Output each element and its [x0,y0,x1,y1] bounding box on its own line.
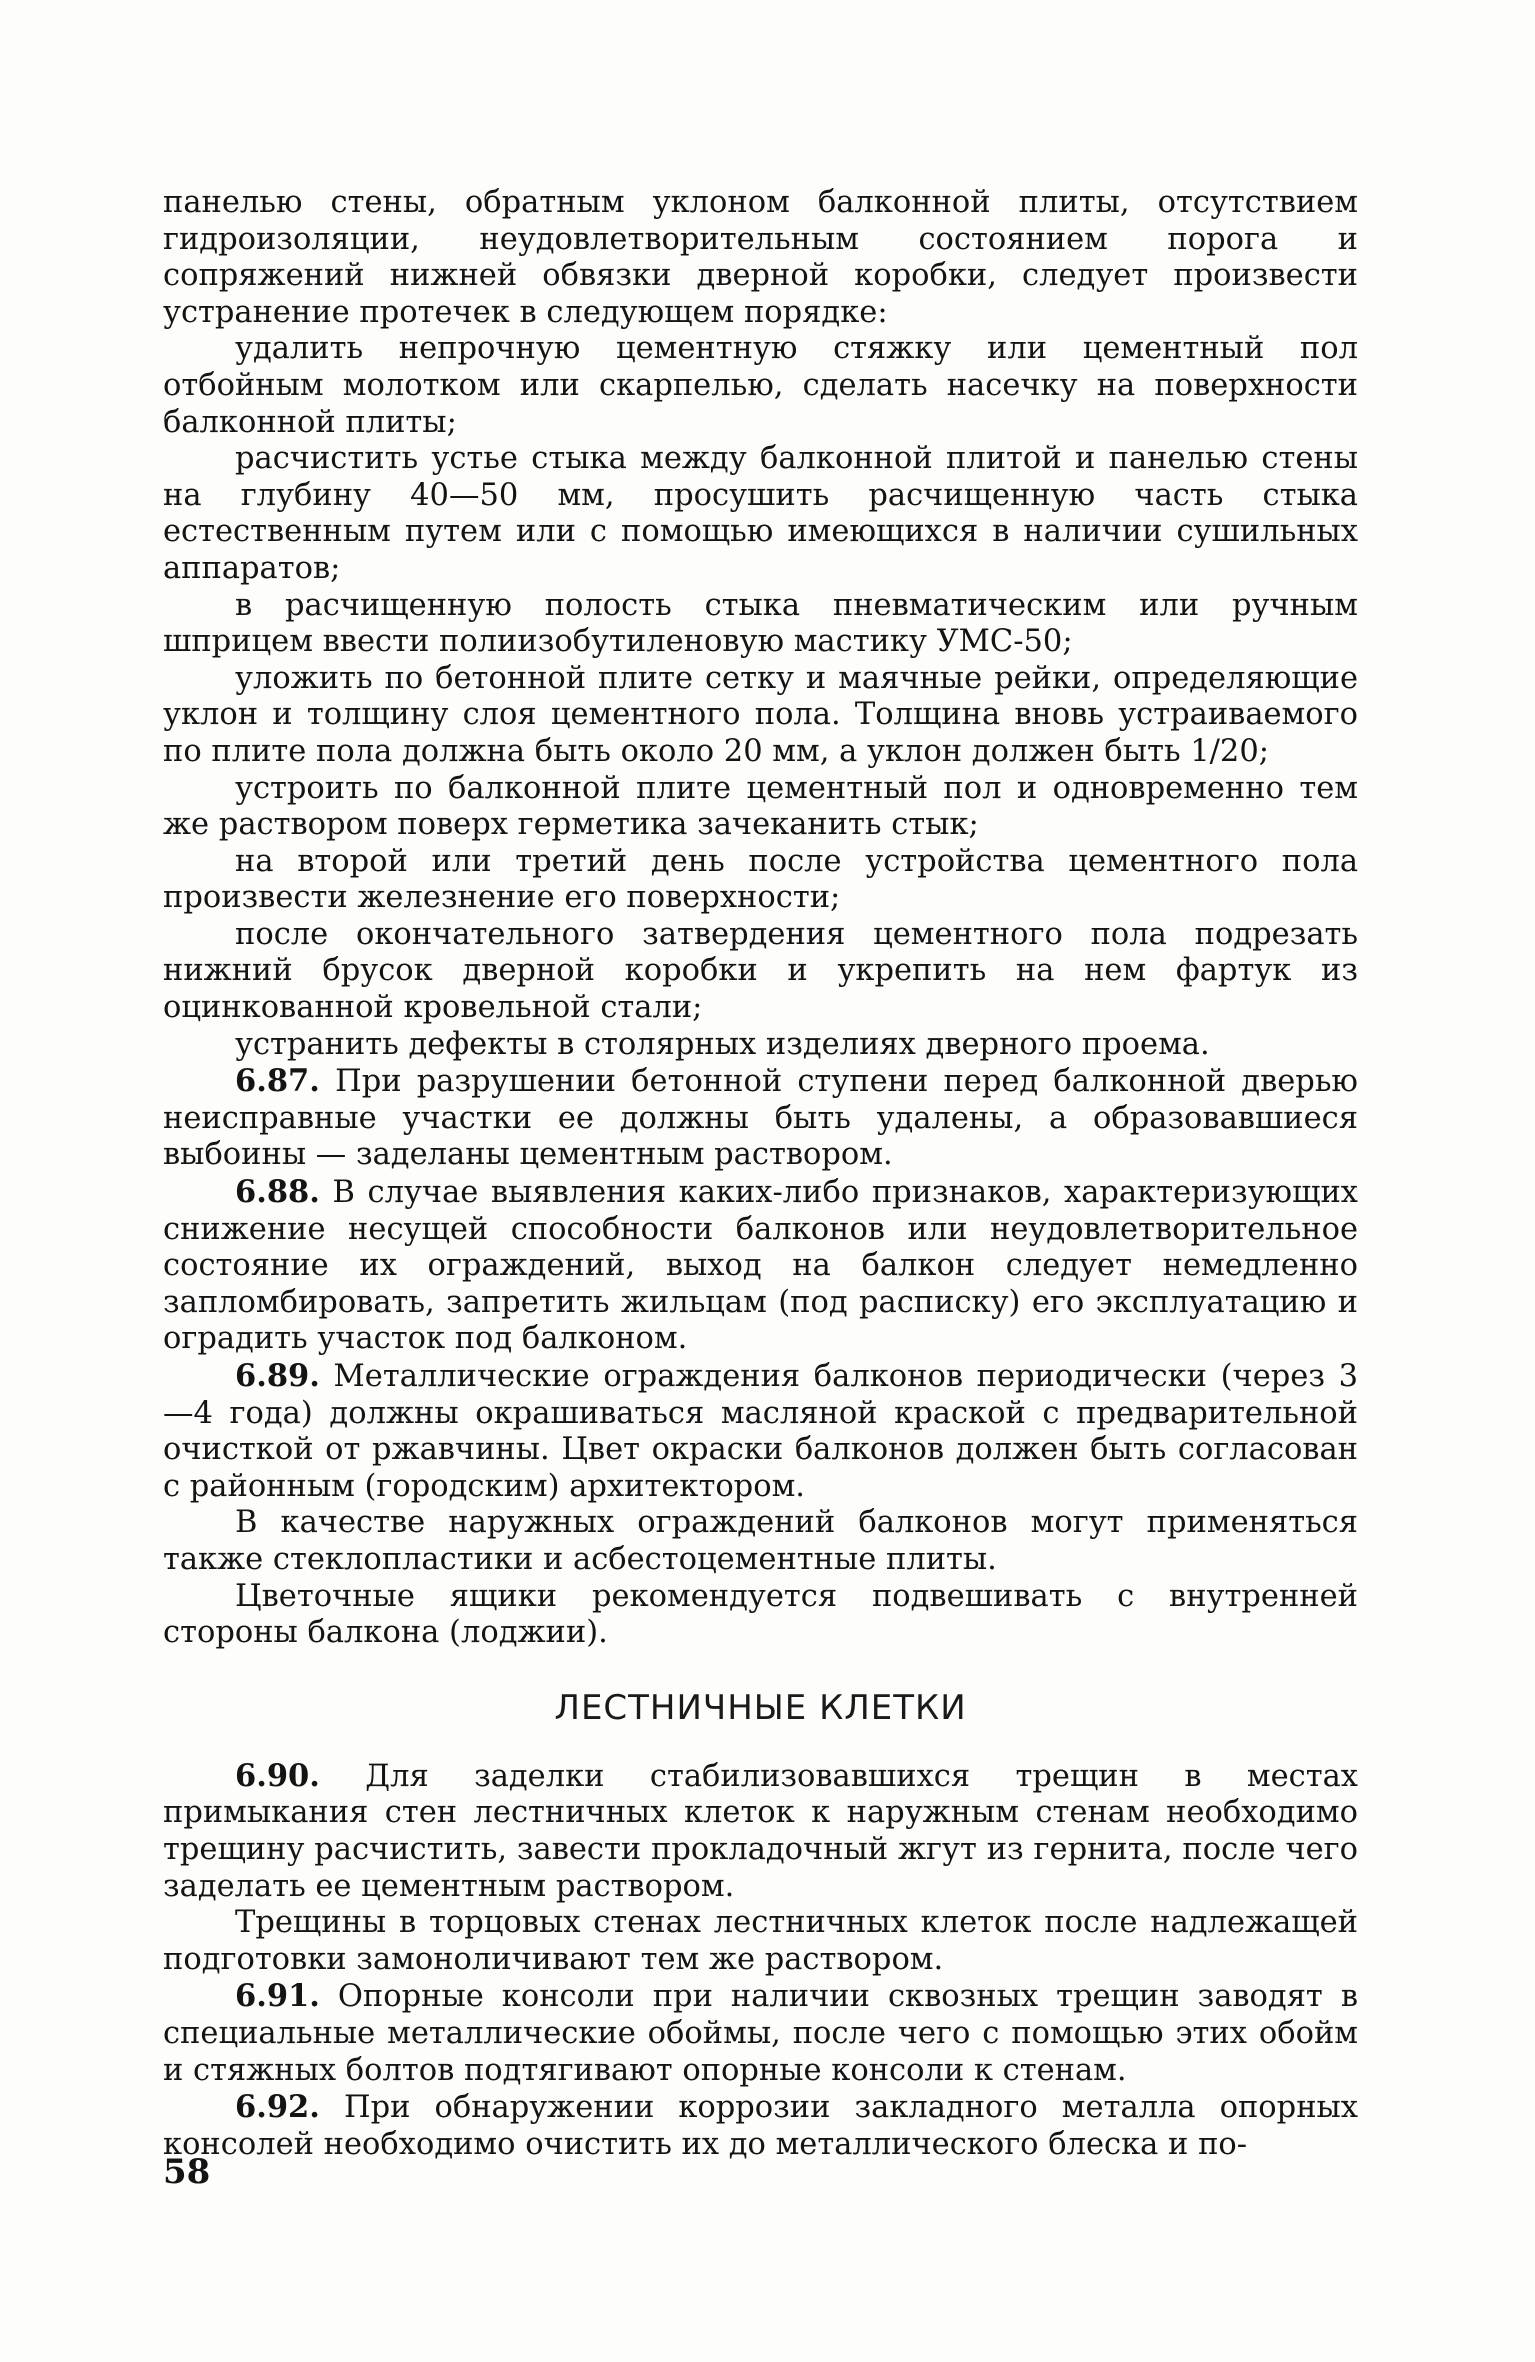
text-column [163,185,1358,2163]
list-item: в расчищенную полость стыка пневматическим или ручным шприцем ввести полиизобутиленовую мастику УМС-50; [163,587,1358,660]
clause-number: 6.90. [235,1757,320,1794]
numbered-paragraph [163,1358,1358,1505]
list-item: удалить непрочную цементную стяжку или цементный пол отбойным молотком или скарпелью, сделать насечку на поверхности балконной плиты; [163,331,1358,440]
list-item: устроить по балконной плите цементный пол и одновременно тем же раствором поверх герметика зачеканить стык; [163,770,1358,843]
clause-number: 6.88. [235,1174,320,1211]
list-item: на второй или третий день после устройства цементного пола произвести железнение его поверхности; [163,843,1358,916]
clause-text: Опорные консоли при наличии сквозных трещин заводят в специальные металлические обоймы, после чего с помощью этих обойм и стяжных болтов подтягивают опорные консоли к стенам. [163,1979,1358,2088]
list-item: устранить дефекты в столярных изделиях дверного проема. [235,1026,1210,1062]
numbered-paragraph [163,2089,1358,2163]
clause-text: Для заделки стабилизовавшихся трещин в местах примыкания стен лестничных клеток к наружным стенам необходимо трещину расчистить, завести прокладочный жгут из гернита, после чего заделать ее цементным раствором. [163,1758,1358,1904]
clause-number: 6.92. [235,2089,320,2126]
numbered-paragraph [163,1063,1358,1174]
paragraph: панелью стены, обратным уклоном балконной плиты, отсутствием гидроизоляции, неудовлетворительным состоянием порога и сопряжений нижней обвязки дверной коробки, следует произвести устранение протечек в следующем порядке: [163,185,1358,330]
clause-number: 6.89. [235,1358,320,1394]
clause-text: Металлические ограждения балконов периодически (через 3—4 года) должны окрашиваться масляной краской с предварительной очисткой от ржавчины. Цвет окраски балконов должен быть согласован с районным (городским) архитектором. [163,1359,1358,1504]
page-number: 58 [163,2152,211,2192]
list-item: уложить по бетонной плите сетку и маячные рейки, определяющие уклон и толщину слоя цементного пола. Толщина вновь устраиваемого по плите пола должна быть около 20 мм, а уклон должен быть 1/20; [163,660,1358,769]
numbered-paragraph [163,1174,1358,1358]
clause-text: При обнаружении коррозии закладного металла опорных консолей необходимо очистить их до металлического блеска и по- [163,2090,1358,2162]
clause-number: 6.87. [235,1063,320,1100]
clause-number: 6.91. [235,1978,320,2015]
paragraph: Цветочные ящики рекомендуется подвешивать с внутренней стороны балкона (лоджии). [163,1578,1358,1651]
section-heading: ЛЕСТНИЧНЫЕ КЛЕТКИ [554,1687,967,1728]
clause-text: При разрушении бетонной ступени перед балконной дверью неисправные участки ее должны быть удалены, а образовавшиеся выбоины — заделаны цементным раствором. [163,1064,1358,1173]
paragraph: В качестве наружных ограждений балконов могут применяться также стеклопластики и асбестоцементные плиты. [163,1505,1358,1577]
paragraph: Трещины в торцовых стенах лестничных клеток после надлежащей подготовки замоноличивают тем же раствором. [163,1905,1358,1977]
numbered-paragraph [163,1978,1358,2089]
list-item: расчистить устье стыка между балконной плитой и панелью стены на глубину 40—50 мм, просушить расчищенную часть стыка естественным путем или с помощью имеющихся в наличии сушильных аппаратов; [163,441,1358,586]
list-item: после окончательного затвердения цементного пола подрезать нижний брусок дверной коробки и укрепить на нем фартук из оцинкованной кровельной стали; [163,916,1358,1026]
clause-text: В случае выявления каких-либо признаков, характеризующих снижение несущей способности балконов или неудовлетворительное состояние их ограждений, выход на балкон следует немедленно запломбировать, запретить жильцам (под расписку) его эксплуатацию и оградить участок под балконом. [163,1175,1358,1357]
numbered-paragraph [163,1758,1358,1905]
